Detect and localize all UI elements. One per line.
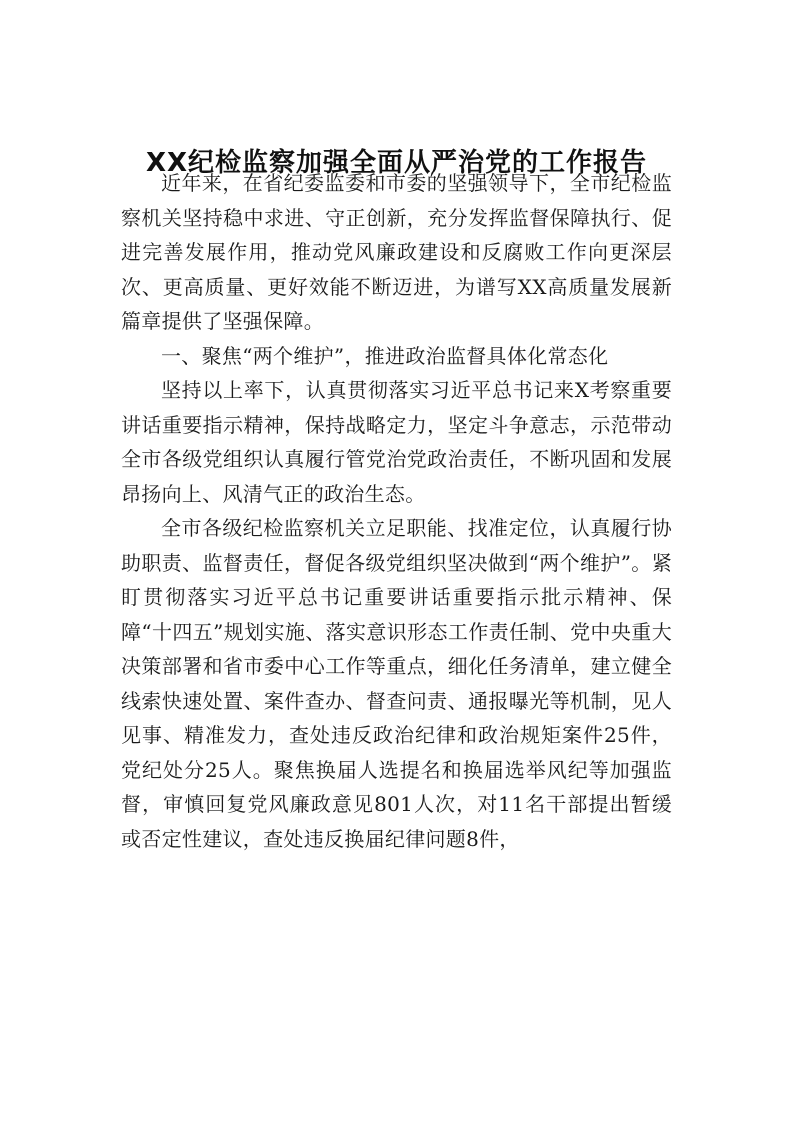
- document-body: [121, 166, 672, 856]
- paragraph-supervision: 全市各级纪检监察机关立足职能、找准定位，认真履行协助职责、监督责任，督促各级党组织坚决做到“两个维护”。紧盯贯彻落实习近平总书记重要讲话重要指示批示精神、保障“十四五”规划实施、落实意识形态工作责任制、党中央重大决策部署和省市委中心工作等重点，细化任务清单，建立健全线索快速处置、案件查办、督查问责、通报曝光等机制，见人见事、精准发力，查处违反政治纪律和政治规矩案件25件，党纪处分25人。聚焦换届人选提名和换届选举风纪等加强监督，审慎回复党风廉政意见801人次，对11名干部提出暂缓或否定性建议，查处违反换届纪律问题8件，: [121, 516, 672, 851]
- section-heading-1: 一、聚焦“两个维护”，推进政治监督具体化常态化: [161, 343, 609, 368]
- document-title: XX纪检监察加强全面从严治党的工作报告: [145, 148, 648, 179]
- paragraph-leadership: 坚持以上率下，认真贯彻落实习近平总书记来X考察重要讲话重要指示精神，保持战略定力，坚定斗争意志，示范带动全市各级党组织认真履行管党治党政治责任，不断巩固和发展昂扬向上、风清气正的政治生态。: [121, 378, 672, 506]
- paragraph-intro: 近年来，在省纪委监委和市委的坚强领导下，全市纪检监察机关坚持稳中求进、守正创新，充分发挥监督保障执行、促进完善发展作用，推动党风廉政建设和反腐败工作向更深层次、更高质量、更好效能不断迈进，为谱写XX高质量发展新篇章提供了坚强保障。: [121, 171, 672, 333]
